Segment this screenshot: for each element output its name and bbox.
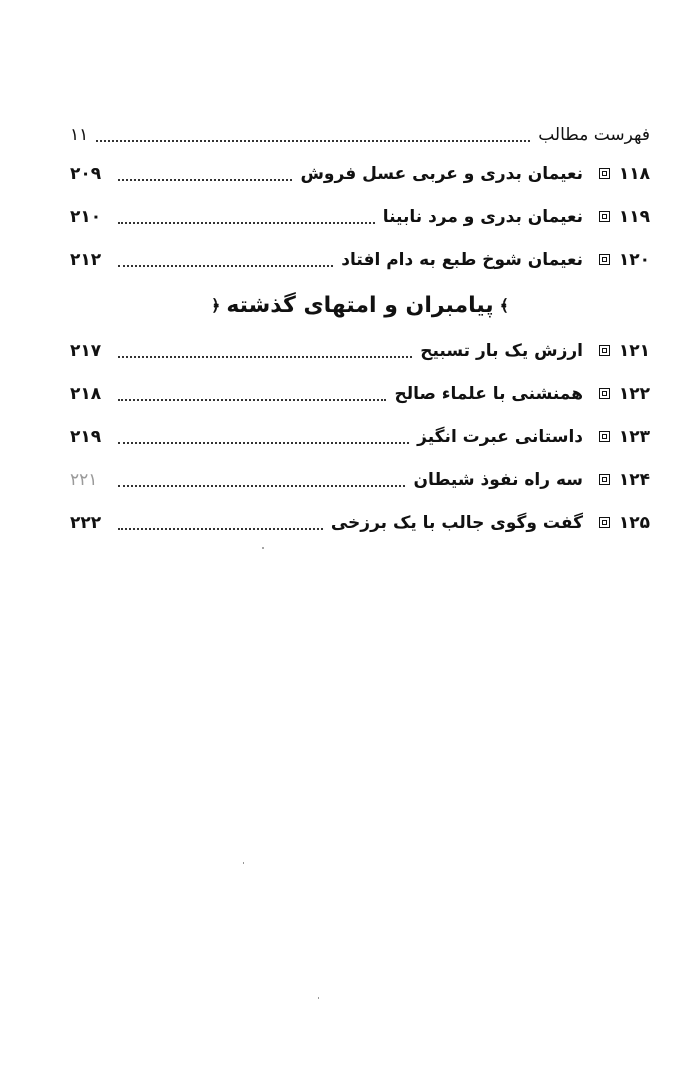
ornament-right: ﴾ <box>499 295 510 315</box>
entry-number: ۱۲۰ <box>618 249 650 270</box>
dot-leader <box>118 179 292 181</box>
dot-leader <box>118 442 409 444</box>
entry-title: داستانی عبرت انگیز <box>417 426 583 447</box>
entry-title: نعیمان بدری و مرد نابینا <box>382 206 583 227</box>
entry-title: نعیمان بدری و عربی عسل فروش <box>300 163 583 184</box>
entry-page: ۲۱۹ <box>70 426 102 447</box>
entry-number: ۱۲۴ <box>618 469 650 490</box>
dot-leader <box>118 399 386 401</box>
table-of-contents <box>70 118 650 544</box>
toc-entry-123 <box>70 415 650 458</box>
square-bullet-icon <box>599 474 610 485</box>
toc-entry-124 <box>70 458 650 501</box>
toc-entry-122 <box>70 372 650 415</box>
section-title: پیامبران و امتهای گذشته <box>226 292 494 318</box>
section-heading <box>70 281 650 329</box>
entry-page: ۲۲۱ <box>70 469 98 490</box>
scan-speck <box>262 547 264 549</box>
entry-title: گفت وگوی جالب با یک برزخی <box>330 512 583 533</box>
entry-number: ۱۲۳ <box>618 426 650 447</box>
square-bullet-icon <box>599 431 610 442</box>
entry-page: ۲۰۹ <box>70 163 102 184</box>
scan-speck <box>243 862 244 864</box>
entry-title: همنشنی با علماء صالح <box>394 383 583 404</box>
entry-number: ۱۲۱ <box>618 340 650 361</box>
toc-entry-125 <box>70 501 650 544</box>
entry-page: ۲۱۷ <box>70 340 102 361</box>
entry-title: سه راه نفوذ شیطان <box>413 469 583 490</box>
entry-number: ۱۱۸ <box>618 163 650 184</box>
dot-leader <box>118 485 405 487</box>
square-bullet-icon <box>599 345 610 356</box>
entry-number: ۱۱۹ <box>618 206 650 227</box>
toc-entry-118 <box>70 152 650 195</box>
entry-page: ۲۱۲ <box>70 249 102 270</box>
entry-page: ۲۱۰ <box>70 206 102 227</box>
entry-number: ۱۲۲ <box>618 383 650 404</box>
dot-leader <box>96 140 530 142</box>
square-bullet-icon <box>599 254 610 265</box>
toc-entry-119 <box>70 195 650 238</box>
dot-leader <box>118 356 412 358</box>
square-bullet-icon <box>599 388 610 399</box>
toc-entry-120 <box>70 238 650 281</box>
entry-title: نعیمان شوخ طبع به دام افتاد <box>341 249 583 270</box>
square-bullet-icon <box>599 168 610 179</box>
entry-page: ۲۲۲ <box>70 512 102 533</box>
toc-entry-121 <box>70 329 650 372</box>
toc-header-page: ۱۱ <box>70 125 89 145</box>
entry-page: ۲۱۸ <box>70 383 102 404</box>
dot-leader <box>118 265 333 267</box>
scan-speck <box>318 997 319 999</box>
toc-header-title: فهرست مطالب <box>538 125 650 145</box>
ornament-left: ﴿ <box>210 295 221 315</box>
square-bullet-icon <box>599 211 610 222</box>
entry-number: ۱۲۵ <box>618 512 650 533</box>
entry-title: ارزش یک بار تسبیح <box>420 340 583 361</box>
toc-header <box>70 118 650 152</box>
square-bullet-icon <box>599 517 610 528</box>
dot-leader <box>118 528 323 530</box>
dot-leader <box>118 222 375 224</box>
